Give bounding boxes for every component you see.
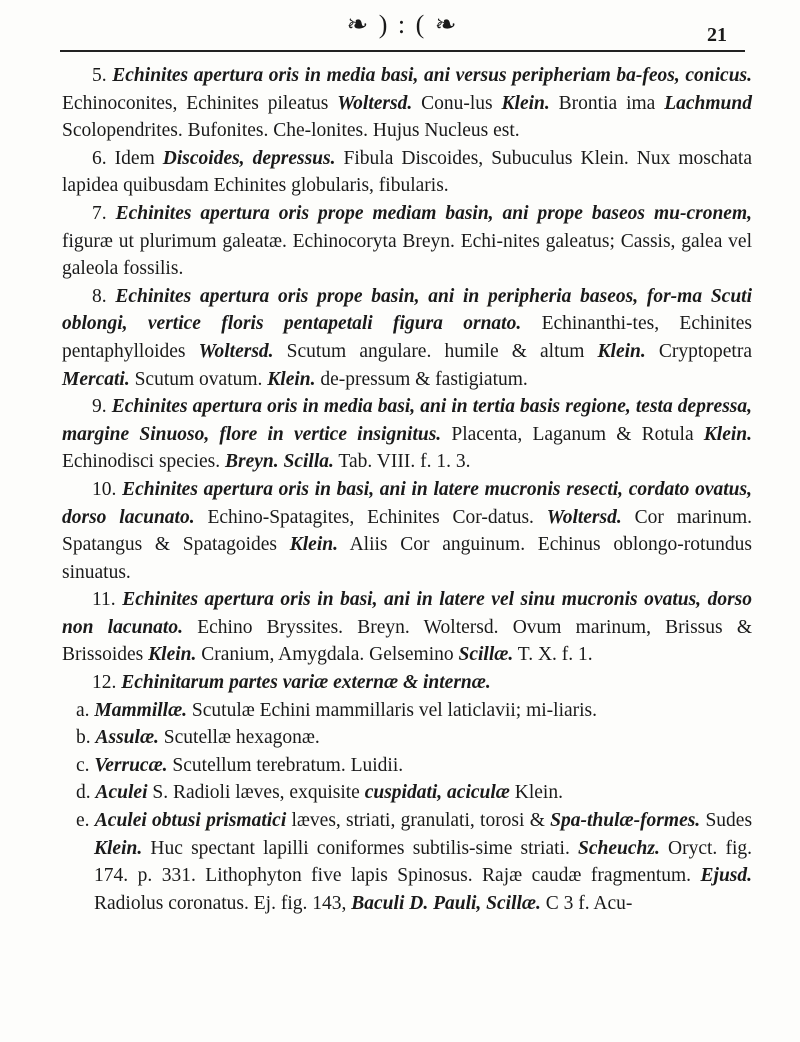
segment: Spa-thulæ-formes. <box>550 810 701 832</box>
segment: Mercati. <box>62 368 130 390</box>
segment: Conu-lus <box>412 92 502 114</box>
segment: Mammillæ. <box>94 699 188 721</box>
page-header <box>60 8 745 52</box>
segment: Woltersd. <box>337 92 413 114</box>
paragraph-number: 7. <box>92 202 107 224</box>
paragraph-number: 11. <box>92 589 116 611</box>
segment: Assulæ. <box>95 727 159 749</box>
paragraph-number: 10. <box>92 478 117 500</box>
header-ornament: ❧ ) : ( ❧ <box>346 10 459 39</box>
segment: Cryptopetra <box>645 340 753 362</box>
subitem-a <box>62 697 752 725</box>
segment: Klein. <box>509 782 563 804</box>
segment: C 3 f. Acu- <box>540 892 633 914</box>
subitem-c <box>62 752 752 780</box>
segment: Brontia ima <box>549 92 665 114</box>
segment: Aculei obtusi prismatici <box>94 810 287 832</box>
segment: Scutellum terebratum. Luidii. <box>167 754 404 776</box>
segment: de-pressum & fastigiatum. <box>315 368 528 390</box>
segment: Echinites apertura oris in media basi, ani versus peripheriam ba-feos, conicus. <box>112 65 753 86</box>
subitem-e <box>62 807 752 917</box>
paragraph-5 <box>62 62 752 145</box>
segment: Echinoconites, Echinites pileatus <box>62 92 338 114</box>
segment: Klein. <box>148 644 197 666</box>
segment: Echinites apertura oris prope basin, ani in peripheria baseos, for-ma Scuti oblongi, vertice floris pentapetali figura ornato. <box>62 285 752 335</box>
segment: cuspidati, aciculæ <box>364 782 510 804</box>
paragraph-12 <box>62 669 752 697</box>
segment: S. Radioli læves, exquisite <box>147 782 365 804</box>
segment: T. X. f. 1. <box>513 644 593 666</box>
segment: Placenta, Laganum & Rotula <box>441 423 704 445</box>
segment: Echinites apertura oris in basi, ani in latere vel sinu mucronis ovatus, dorso non lacunato. <box>62 589 752 638</box>
segment: Verrucæ. <box>94 754 168 776</box>
segment: Scutum angulare. humile & altum <box>273 340 598 362</box>
subitem-label: a. <box>76 699 90 721</box>
body-text <box>62 62 752 917</box>
segment: Scolopendrites. Bufonites. Che-lonites. Hujus Nucleus est. <box>62 120 520 142</box>
segment: Baculi D. Pauli, Scillæ. <box>351 892 541 914</box>
segment: Radiolus coronatus. Ej. fig. 143, <box>94 892 352 914</box>
segment: Echinodisci species. <box>62 451 225 473</box>
segment: Tab. VIII. f. 1. 3. <box>333 451 471 473</box>
subitem-d <box>62 779 752 807</box>
segment: Woltersd. <box>198 340 274 362</box>
segment: Scillæ. <box>458 644 514 666</box>
segment: læves, striati, granulati, torosi & <box>286 810 551 832</box>
segment: Huc spectant lapilli coniformes subtilis-sime striati. <box>142 837 579 859</box>
segment: Cranium, Amygdala. Gelsemino <box>196 644 459 666</box>
segment: Echinites apertura oris in basi, ani in latere mucronis resecti, cordato ovatus, dorso lacunato. <box>62 478 752 528</box>
paragraph-number: 6. <box>92 147 107 169</box>
subitem-b <box>62 724 752 752</box>
segment: Scutellæ hexagonæ. <box>158 727 320 749</box>
header-rule <box>60 50 745 52</box>
subitem-label: d. <box>76 782 91 804</box>
segment: Echino Bryssites. Breyn. Woltersd. Ovum marinum, Brissus & Brissoides <box>62 616 753 666</box>
segment: Klein. <box>703 423 753 445</box>
segment: Klein. <box>267 368 316 390</box>
segment: Echinanthi-tes, Echinites pentaphylloides <box>62 313 752 362</box>
segment: Fibula Discoides, Subuculus Klein. Nux moschata lapidea quibusdam Echinites globularis, fibularis. <box>62 147 752 197</box>
segment: Echinites apertura oris in media basi, ani in tertia basis regione, testa depressa, margine Sinuoso, flore in vertice insignitus. <box>62 396 753 445</box>
subitem-label: e. <box>76 810 90 832</box>
segment: Klein. <box>94 837 143 859</box>
paragraph-10 <box>62 476 752 586</box>
subitem-label: b. <box>76 727 91 749</box>
paragraph-11 <box>62 586 752 669</box>
paragraph-8 <box>62 283 752 393</box>
paragraph-number: 12. <box>92 672 117 694</box>
segment: Echinitarum partes variæ externæ & internæ. <box>121 672 491 694</box>
page-number: 21 <box>707 24 727 46</box>
paragraph-7 <box>62 200 752 283</box>
segment: Sudes <box>700 810 753 832</box>
segment: Oryct. fig. 174. p. 331. Lithophyton five lapis Spinosus. Rajæ caudæ fragmentum. <box>94 837 753 887</box>
segment: Aculei <box>95 782 148 804</box>
paragraph-9 <box>62 393 752 476</box>
segment: Discoides, depressus. <box>162 147 336 169</box>
segment: Cor marinum. Spatangus & Spatagoides <box>62 506 752 556</box>
segment: Woltersd. <box>546 506 622 528</box>
segment: Echino-Spatagites, Echinites Cor-datus. <box>194 506 547 528</box>
paragraph-number: 8. <box>92 285 107 307</box>
segment: Aliis Cor anguinum. Echinus oblongo-rotundus sinuatus. <box>62 534 752 583</box>
paragraph-number: 5. <box>92 65 107 86</box>
paragraph-number: 9. <box>92 396 107 418</box>
segment: Scutulæ Echini mammillaris vel laticlavii; mi-liaris. <box>187 699 598 721</box>
segment: figuræ ut plurimum galeatæ. Echinocoryta Breyn. Echi-nites galeatus; Cassis, galea vel galeola fossilis. <box>62 230 752 280</box>
segment: Lachmund <box>664 92 752 114</box>
segment: Ejusd. <box>700 865 752 887</box>
segment: Breyn. Scilla. <box>225 451 334 473</box>
segment: Klein. <box>501 92 550 114</box>
segment: Idem <box>114 147 163 169</box>
subitem-label: c. <box>76 754 90 776</box>
segment: Echinites apertura oris prope mediam basin, ani prope baseos mu-cronem, <box>115 202 752 224</box>
segment: Klein. <box>289 534 338 556</box>
segment: Scutum ovatum. <box>129 368 268 390</box>
segment: Klein. <box>597 340 646 362</box>
paragraph-6 <box>62 145 752 200</box>
segment: Scheuchz. <box>578 837 660 859</box>
